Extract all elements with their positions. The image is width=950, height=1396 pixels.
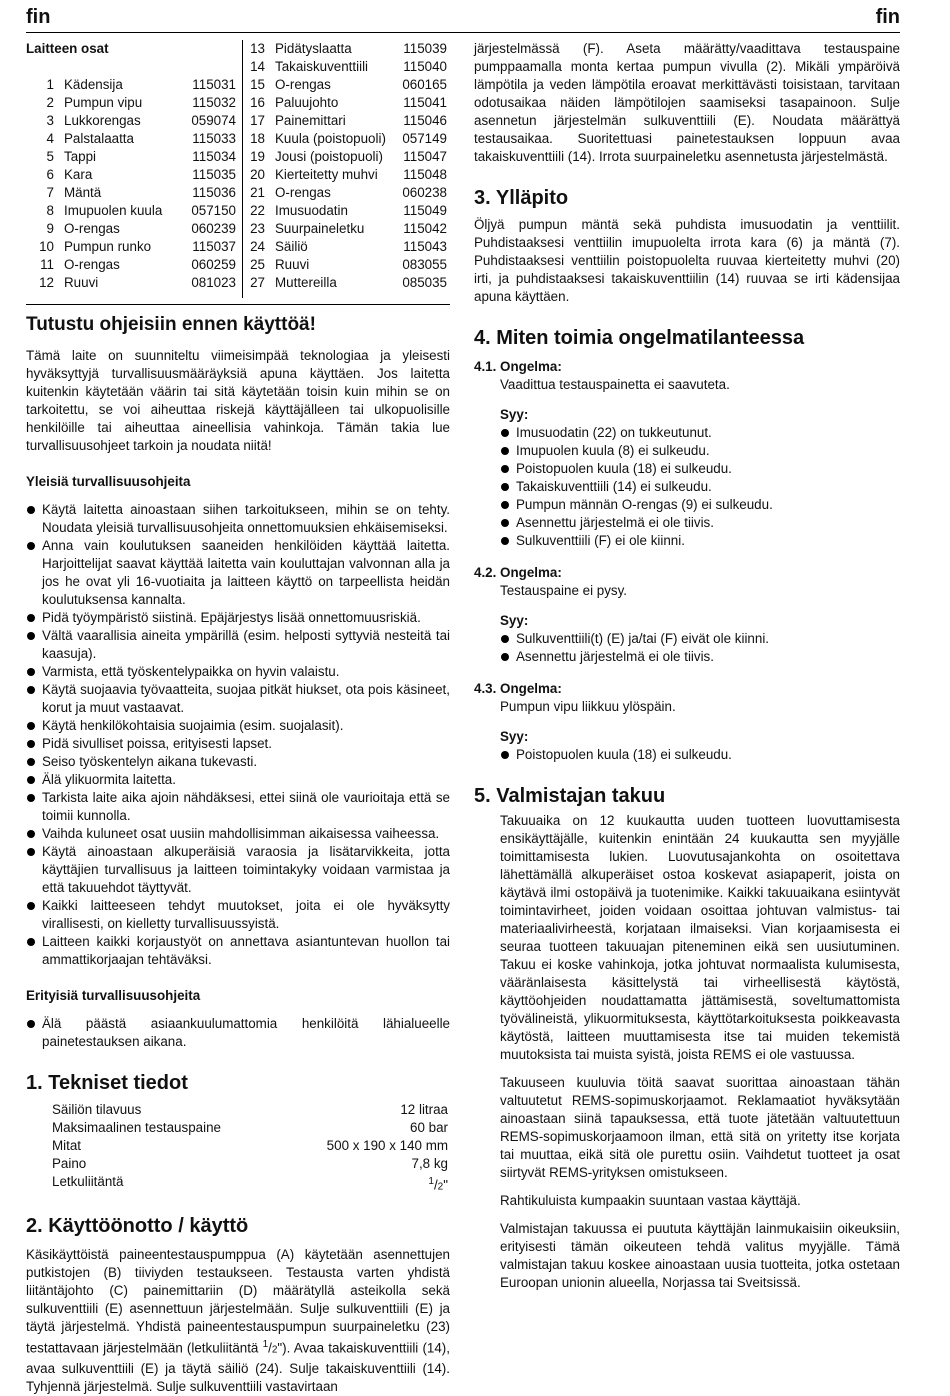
problem-block [474,358,900,550]
parts-row [243,76,447,94]
cause-item: Takaiskuventtiili (14) ei sulkeudu. [500,478,900,496]
parts-row [26,274,236,292]
part-number: 18 [250,131,265,146]
part-code: 081023 [191,275,236,290]
part-code: 115031 [192,77,236,92]
part-number: 23 [250,221,265,236]
problem-block [474,680,900,764]
parts-row [26,112,236,130]
spec-row [52,1155,448,1173]
bullet-item: Käytä ainoastaan alkuperäisiä varaosia ja lisätarvikkeita, jotta käyttäjien turvallisuus ja laitteen toimintakyky voidaan varmistaa ja että takuuehdot täyttyvät. [26,843,450,897]
parts-row [243,148,447,166]
bullet-item: Älä ylikuormita laitetta. [26,771,450,789]
problem-label: 4.2. Ongelma: [474,565,562,580]
part-code: 083055 [402,257,447,272]
cause-item: Poistopuolen kuula (18) ei sulkeudu. [500,746,900,764]
spec-label: Mitat [52,1138,82,1153]
parts-row [243,238,447,256]
part-code: 115036 [192,185,236,200]
part-code: 115033 [192,131,236,146]
part-number: 10 [39,239,54,254]
parts-row [26,202,236,220]
part-name: Painemittari [275,113,346,128]
right-column [474,40,900,1302]
part-number: 17 [250,113,265,128]
warranty-paragraph: Rahtikuluista kumpaakin suuntaan vastaa käyttäjä. [500,1193,801,1208]
part-code: 060165 [402,77,447,92]
part-code: 115047 [403,149,447,164]
parts-row [26,94,236,112]
spec-label: Säiliön tilavuus [52,1102,142,1117]
parts-row [26,130,236,148]
parts-row [26,238,236,256]
problem-label: 4.1. Ongelma: [474,359,562,374]
part-name: Kara [64,167,93,182]
cause-item: Asennettu järjestelmä ei ole tiivis. [500,648,900,666]
part-number: 16 [250,95,265,110]
part-number: 13 [250,41,265,56]
part-name: Kierteitetty muhvi [275,167,378,182]
part-code: 060259 [191,257,236,272]
part-number: 8 [46,203,54,218]
part-code: 115040 [403,59,447,74]
spec-row [52,1101,448,1119]
part-number: 4 [46,131,54,146]
spec-value: 12 litraa [400,1102,448,1117]
problem-description: Pumpun vipu liikkuu ylöspäin. [500,699,676,714]
part-code: 115039 [403,41,447,56]
cause-item: Poistopuolen kuula (18) ei sulkeudu. [500,460,900,478]
cause-list [474,424,900,550]
part-number: 9 [46,221,54,236]
part-code: 115049 [403,203,447,218]
tech-title: 1. Tekniset tiedot [26,1072,188,1094]
part-name: Säiliö [275,239,308,254]
spec-row [52,1137,448,1155]
cause-list [474,746,900,764]
part-name: Paluujohto [275,95,339,110]
parts-row [26,148,236,166]
warranty-paragraph: Takuuseen kuuluvia töitä saavat suorittaa ainoastaan tähän valtuutetut REMS-sopimuskorjaamot. Reklamaatiot hyväksytään ainoastaan siinä tapauksessa, että tuote jätetään valtuutettuun REMS-sopimuskorjaamoon ilman, että sitä on yritetty itse korjata tai muuttaa, eikä sitä ole purettu osiin. Vaihdetut tuotteet ja osat siirtyvät REMS-yrityksen omistukseen. [500,1075,900,1180]
parts-row [26,76,236,94]
part-number: 15 [250,77,265,92]
special-safety-title: Erityisiä turvallisuusohjeita [26,988,201,1003]
spec-frac-suffix: " [443,1177,448,1193]
part-code: 085035 [402,275,447,290]
usage-frac-den: 2 [271,1344,278,1356]
part-name: Pumpun vipu [64,95,143,110]
header-rule [26,32,900,33]
part-number: 6 [46,167,54,182]
part-name: Muttereilla [275,275,337,290]
part-name: Mäntä [64,185,102,200]
spec-value: $^1$/2" [428,1176,448,1193]
left-column [26,40,450,1396]
part-number: 12 [39,275,54,290]
parts-title: Laitteen osat [26,41,109,56]
parts-row [243,166,447,184]
bullet-item: Anna vain koulutuksen saaneiden henkilöiden käyttää laitetta. Harjoittelijat saavat käyttää laitetta vain kouluttajan valvonnan alla ja jos he ovat yli 16-vuotiaita ja laitteen käyttö on tarpeellista heidän koulutuksensa kannalta. [26,537,450,609]
parts-table [26,40,450,298]
cause-item: Sulkuventtiili (F) ei ole kiinni. [500,532,900,550]
part-name: O-rengas [275,77,331,92]
bullet-item: Käytä suojaavia työvaatteita, suojaa pitkät hiukset, ota pois käsineet, korut ja muut vastaavat. [26,681,450,717]
spec-value: 7,8 kg [411,1156,448,1171]
bullet-item: Vältä vaarallisia aineita ympärillä (esim. helposti syttyviä nesteitä tai kaasuja). [26,627,450,663]
header-lang-right: fin [875,6,900,28]
usage-text: Käsikäyttöistä paineentestauspumppua (A) käytetään asennettujen putkistojen (B) tiiviyden testaukseen. Testausta varten yhdistä liitäntäjohto (C) painemittariin (D) määrätyllä asteikolla sekä sulkuventtiili (E) asennettuun järjestelmään. Sulje sulkuventtiili (E) ja täytä järjestelmä. Yhdistä paineentestauspumpun suurpaineletku (23) testattavaan järjestelmään (letkuliitäntä $^1$/2"). Avaa takaiskuventtiili (14), avaa sulkuventtiili (E) ja täytä säiliö (24). Sulje takaiskuventtiili (14). Tyhjennä järjestelmä. Sulje sulkuventtiili vastavirtaan [26,1247,450,1394]
part-name: Kuula (poistopuoli) [275,131,386,146]
intro-title: Tutustu ohjeisiin ennen käyttöä! [26,314,316,335]
parts-row [26,256,236,274]
warranty-title: 5. Valmistajan takuu [474,785,666,807]
spec-frac-num: 1 [428,1176,434,1187]
special-safety-list [26,1015,450,1051]
part-name: Pumpun runko [64,239,152,254]
parts-list-right [242,40,447,298]
part-code: 060239 [191,221,236,236]
part-name: O-rengas [64,221,120,236]
bullet-item: Käytä henkilökohtaisia suojaimia (esim. suojalasit). [26,717,450,735]
bullet-item: Tarkista laite aika ajoin nähdäksesi, ettei siinä ole vaurioitaja että se toimii kunnolla. [26,789,450,825]
warranty-paragraph: Valmistajan takuussa ei puututa käyttäjän lainmukaisiin oikeuksiin, erityisesti tämän oikeuteen tehdä valitus myyjälle. Tämä valmistajan takuu koskee ainoastaan uusia tuotteita, jotka ostetaan Euroopan unionin alueella, Norjassa tai Sveitsissä. [500,1221,900,1290]
bullet-item: Käytä laitetta ainoastaan siihen tarkoitukseen, mihin se on tehty. Noudata yleisiä turvallisuusohjeita onnettomuuksien ehkäisemiseksi. [26,501,450,537]
spec-label: Paino [52,1156,87,1171]
part-code: 115035 [192,167,236,182]
cause-item: Asennettu järjestelmä ei ole tiivis. [500,514,900,532]
bullet-item: Varmista, että työskentelypaikka on hyvin valaistu. [26,663,450,681]
part-number: 25 [250,257,265,272]
usage-text-a: Käsikäyttöistä paineentestauspumppua (A) käytetään asennettujen putkistojen (B) tiiviyden testaukseen. Testausta varten yhdistä liitäntäjohto (C) painemittariin (D) määrätyllä asteikolla sekä sulkuventtiili (E) asennettuun järjestelmään. Sulje sulkuventtiili (E) ja täytä järjestelmä. Yhdistä paineentestauspumpun suurpaineletku (23) testattavaan järjestelmään (letkuliitäntä [26,1247,450,1356]
warranty-body [474,812,900,1292]
part-name: Ruuvi [275,257,310,272]
intro-text: Tämä laite on suunniteltu viimeisimpää teknologiaa ja yleisesti hyväksyttyjä turvallisuusmääräyksiä apuna käyttäen. Jos laitetta kuitenkin käytetään väärin tai sitä käytetään toisin kuin mihin se on tarkoitettu, se voi aiheuttaa riskejä käyttäjälleen tai ulkopuolisille henkilöille tai aiheuttaa aineellisia vahinkoja. Tämän takia lue turvallisuusohjeet tarkoin ja noudata niitä! [26,348,450,453]
cause-label: Syy: [500,729,529,744]
problem-block [474,564,900,666]
spec-label: Letkuliitäntä [52,1174,124,1189]
parts-row [243,130,447,148]
part-name: Tappi [64,149,97,164]
parts-list-left [26,40,236,292]
problem-description: Vaadittua testauspainetta ei saavuteta. [500,377,730,392]
spec-label: Maksimaalinen testauspaine [52,1120,221,1135]
spec-value: 500 x 190 x 140 mm [326,1138,448,1153]
parts-row [243,202,447,220]
parts-row [243,40,447,58]
parts-row [26,166,236,184]
part-name: O-rengas [64,257,120,272]
part-name: O-rengas [275,185,331,200]
parts-row [243,256,447,274]
parts-row [26,184,236,202]
part-code: 115046 [403,113,447,128]
part-code: 059074 [191,113,236,128]
part-number: 2 [46,95,54,110]
bullet-item: Kaikki laitteeseen tehdyt muutokset, joita ei ole hyväksytty virallisesti, on kielletty turvallisuussyistä. [26,897,450,933]
parts-row [243,274,447,292]
cause-list [474,630,900,666]
cause-label: Syy: [500,613,529,628]
warranty-paragraph: Takuuaika on 12 kuukautta uuden tuotteen luovuttamisesta ensikäyttäjälle, kuitenkin enintään 24 kuukautta sen myyjälle toimittamisesta lukien. Luovutusajankohta on osoitettava lähettämällä alkuperäiset ostoa koskevat asiapaperit, joista on käytävä ilmi ostopäivä ja tuotenimike. Kaikki takuuaikana esiintyvät toimintavirheet, joiden voidaan osoittaa johtuvan valmistus- tai materiaalivirheestä, korjataan ilmaiseksi. Vian korjaamisesta ei seuraa tuotteen takuuajan piteneminen eikä sen uusiutuminen. Takuu ei koske vahinkoja, jotka johtuvat normaalista kulumisesta, vääränlaisesta käsittelystä tai virheellisestä käytöstä, käyttöohjeiden noudattamatta jättämisestä, soveltumattomista työvälineistä, ylikuormituksesta, käyttötarkoituksesta poikkeavasta käytöstä, laitteen muuttamisesta itse tai muiden tekemistä muutoksista tai muista syistä, joista REMS ei ole vastuussa. [500,813,900,1062]
bullet-item: Seiso työskentelyn aikana tukevasti. [26,753,450,771]
troubleshooting-title: 4. Miten toimia ongelmatilanteessa [474,327,805,349]
spec-row [52,1119,448,1137]
general-safety-list [26,501,450,969]
part-number: 27 [250,275,265,290]
part-number: 20 [250,167,265,182]
usage-title: 2. Käyttöönotto / käyttö [26,1215,249,1238]
tech-specs [52,1101,450,1196]
part-code: 115041 [403,95,447,110]
usage-text-b: "). Avaa takaiskuventtiili (14), avaa sulkuventtiili (E) ja täytä säiliö (24). Sulje takaiskuventtiili (14). Tyhjennä järjestelmä. Sulje sulkuventtiili vastavirtaan [26,1340,450,1394]
part-code: 115034 [192,149,236,164]
cause-label: Syy: [500,407,529,422]
part-name: Palstalaatta [64,131,134,146]
cause-item: Pumpun männän O-rengas (9) ei sulkeudu. [500,496,900,514]
part-code: 115037 [192,239,236,254]
part-name: Kädensija [64,77,123,92]
part-number: 22 [250,203,265,218]
header-lang-left: fin [26,6,51,28]
general-safety-title: Yleisiä turvallisuusohjeita [26,474,191,489]
bullet-item: Vaihda kuluneet osat uusiin mahdollisimman aikaisessa vaiheessa. [26,825,450,843]
part-name: Suurpaineletku [275,221,365,236]
parts-row [243,112,447,130]
part-code: 115032 [192,95,236,110]
troubleshooting-problems [474,358,900,764]
part-number: 7 [46,185,54,200]
part-code: 057149 [402,131,447,146]
problem-label: 4.3. Ongelma: [474,681,562,696]
part-number: 21 [250,185,265,200]
part-name: Takaiskuventtiili [275,59,369,74]
spec-frac-den: 2 [437,1181,444,1193]
part-name: Imupuolen kuula [64,203,163,218]
part-code: 115048 [403,167,447,182]
part-number: 5 [46,149,54,164]
problem-description: Testauspaine ei pysy. [500,583,628,598]
parts-row [243,220,447,238]
part-number: 3 [46,113,54,128]
parts-row [243,58,447,76]
bullet-item: Pidä sivulliset poissa, erityisesti lapset. [26,735,450,753]
bullet-item: Laitteen kaikki korjaustyöt on annettava asiantuntevan huollon tai ammattikorjaajan tehtäväksi. [26,933,450,969]
cause-item: Sulkuventtiili(t) (E) ja/tai (F) eivät ole kiinni. [500,630,900,648]
parts-row [26,220,236,238]
part-number: 11 [40,257,54,272]
part-code: 115043 [403,239,447,254]
bullet-item: Älä päästä asiaankuulumattomia henkilöitä lähialueelle painetestauksen aikana. [26,1015,450,1051]
part-name: Lukkorengas [64,113,141,128]
part-name: Jousi (poistopuoli) [275,149,383,164]
part-number: 24 [250,239,265,254]
usage-continued: järjestelmässä (F). Aseta määrätty/vaadittava testauspaine pumppaamalla monta kertaa pumpun vivulla (2). Mikäli ympäröivä lämpötila ja veden lämpötila eroavat merkittävästi toisistaan, tarvitaan odotusaikaa näiden lämpötilojen saamiseksi tasapainoon. Sulje asennetun järjestelmän sulkuventtiili (E). Noudata määrättyä testausaikaa. Suoritettuasi painetestauksen loppuun avaa takaiskuventtiili (14). Irrota suurpaineletku asennetusta järjestelmästä. [474,41,900,164]
part-code: 115042 [403,221,447,236]
part-code: 060238 [402,185,447,200]
maintenance-text: Öljyä pumpun mäntä sekä puhdista imusuodatin ja venttiilit. Puhdistaaksesi venttiilin imupuolelta irrota kara (6) ja mäntä (7). Puhdistaaksesi venttiilin poistopuolelta ruuvaa kierteitetty muhvi (20) irti, ja puhdistaaksesi takaiskuventtiilin (14) ruuvaa se irti kädensijaa apuna käyttäen. [474,217,900,304]
part-name: Ruuvi [64,275,99,290]
maintenance-title: 3. Ylläpito [474,187,569,209]
parts-row [243,94,447,112]
cause-item: Imusuodatin (22) on tukkeutunut. [500,424,900,442]
bullet-item: Pidä työympäristö siistinä. Epäjärjestys lisää onnettomuusriskiä. [26,609,450,627]
part-number: 14 [250,59,265,74]
part-code: 057150 [191,203,236,218]
cause-item: Imupuolen kuula (8) ei sulkeudu. [500,442,900,460]
part-number: 1 [46,77,54,92]
spec-value: 60 bar [410,1120,448,1135]
parts-row [243,184,447,202]
part-number: 19 [250,149,265,164]
usage-frac-num: 1 [262,1339,269,1351]
spec-row [52,1173,448,1196]
part-name: Imusuodatin [275,203,348,218]
part-name: Pidätyslaatta [275,41,352,56]
